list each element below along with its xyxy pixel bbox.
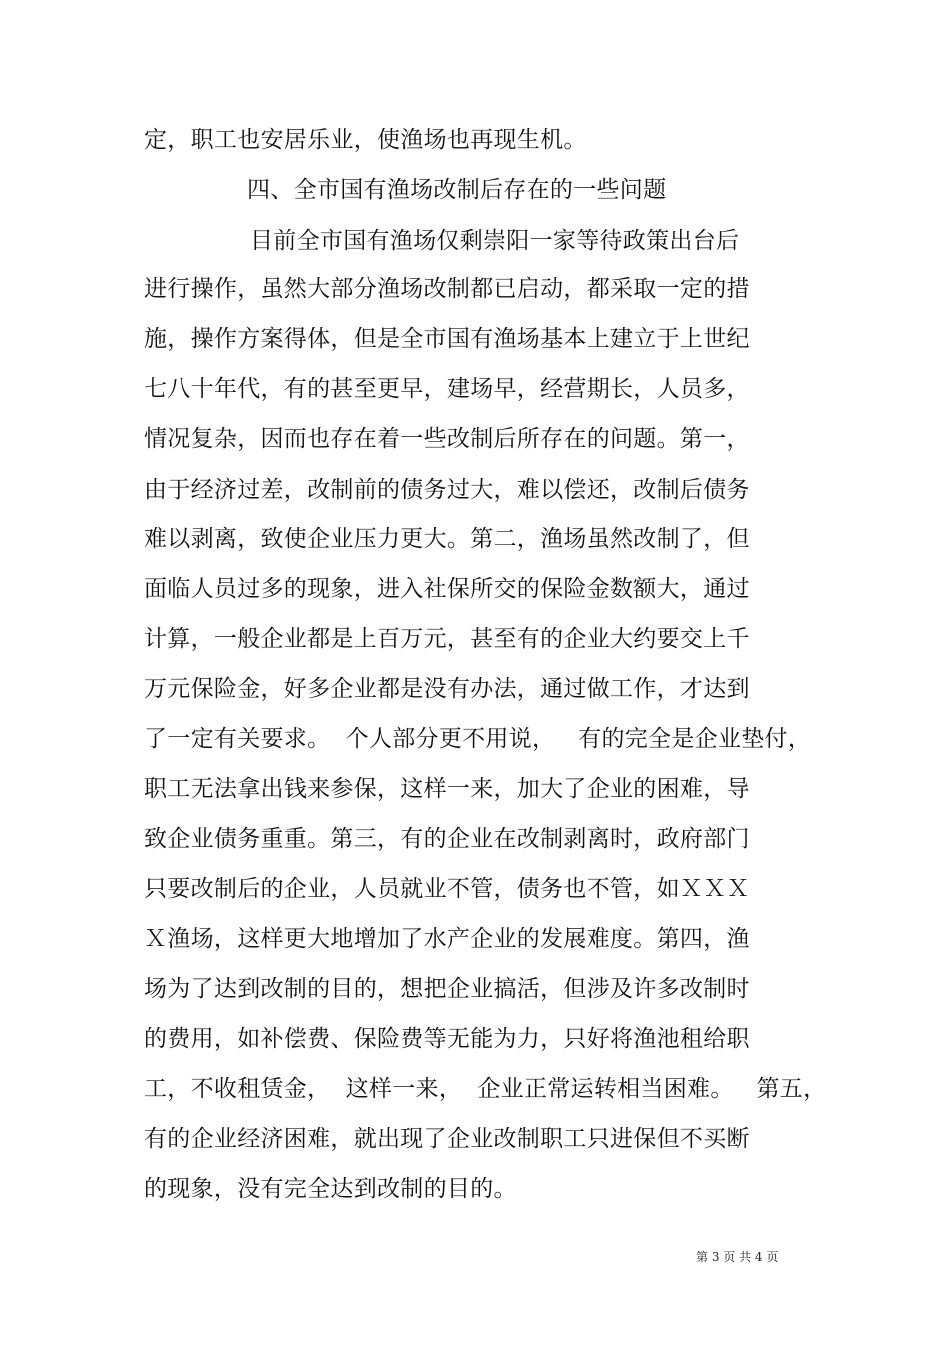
text-line: Ｘ渔场，这样更大地增加了水产企业的发展难度。第四，渔 xyxy=(144,926,750,952)
text-line: 的现象，没有完全达到改制的目的。 xyxy=(144,1176,517,1202)
text-line: 计算，一般企业都是上百万元，甚至有的企业大约要交上千 xyxy=(144,626,750,652)
text-line: 施，操作方案得体，但是全市国有渔场基本上建立于上世纪 xyxy=(144,326,750,352)
text-line: 定，职工也安居乐业，使渔场也再现生机。 xyxy=(144,127,587,153)
page-number: 第 3 页 共 4 页 xyxy=(696,1250,779,1264)
text-line: 的费用，如补偿费、保险费等无能为力，只好将渔池租给职 xyxy=(144,1026,750,1052)
text-line: 场为了达到改制的目的，想把企业搞活，但涉及许多改制时 xyxy=(144,976,750,1002)
text-line: 由于经济过差，改制前的债务过大，难以偿还，改制后债务 xyxy=(144,477,750,503)
text-line: 职工无法拿出钱来参保，这样一来，加大了企业的困难，导 xyxy=(144,776,750,802)
text-line: 难以剥离，致使企业压力更大。第二，渔场虽然改制了，但 xyxy=(144,526,750,552)
text-line: 目前全市国有渔场仅剩崇阳一家等待政策出台后 xyxy=(250,228,740,254)
text-line: 了一定有关要求。 个人部分更不用说， 有的完全是企业垫付， xyxy=(144,726,812,752)
text-line: 七八十年代，有的甚至更早，建场早，经营期长，人员多， xyxy=(144,376,750,402)
text-line: 有的企业经济困难，就出现了企业改制职工只进保但不买断 xyxy=(144,1126,750,1152)
text-line: 工，不收租赁金， 这样一来， 企业正常运转相当困难。 第五， xyxy=(144,1076,827,1102)
text-line: 情况复杂，因而也存在着一些改制后所存在的问题。第一， xyxy=(144,426,750,452)
text-line: 面临人员过多的现象，进入社保所交的保险金数额大，通过 xyxy=(144,576,750,602)
text-line: 万元保险金，好多企业都是没有办法，通过做工作，才达到 xyxy=(144,676,750,702)
text-line: 进行操作，虽然大部分渔场改制都已启动，都采取一定的措 xyxy=(144,276,750,302)
text-line: 只要改制后的企业，人员就业不管，债务也不管，如ＸＸＸ xyxy=(144,876,750,902)
section-heading: 四、全市国有渔场改制后存在的一些问题 xyxy=(247,177,667,203)
text-line: 致企业债务重重。第三，有的企业在改制剥离时，政府部门 xyxy=(144,826,750,852)
